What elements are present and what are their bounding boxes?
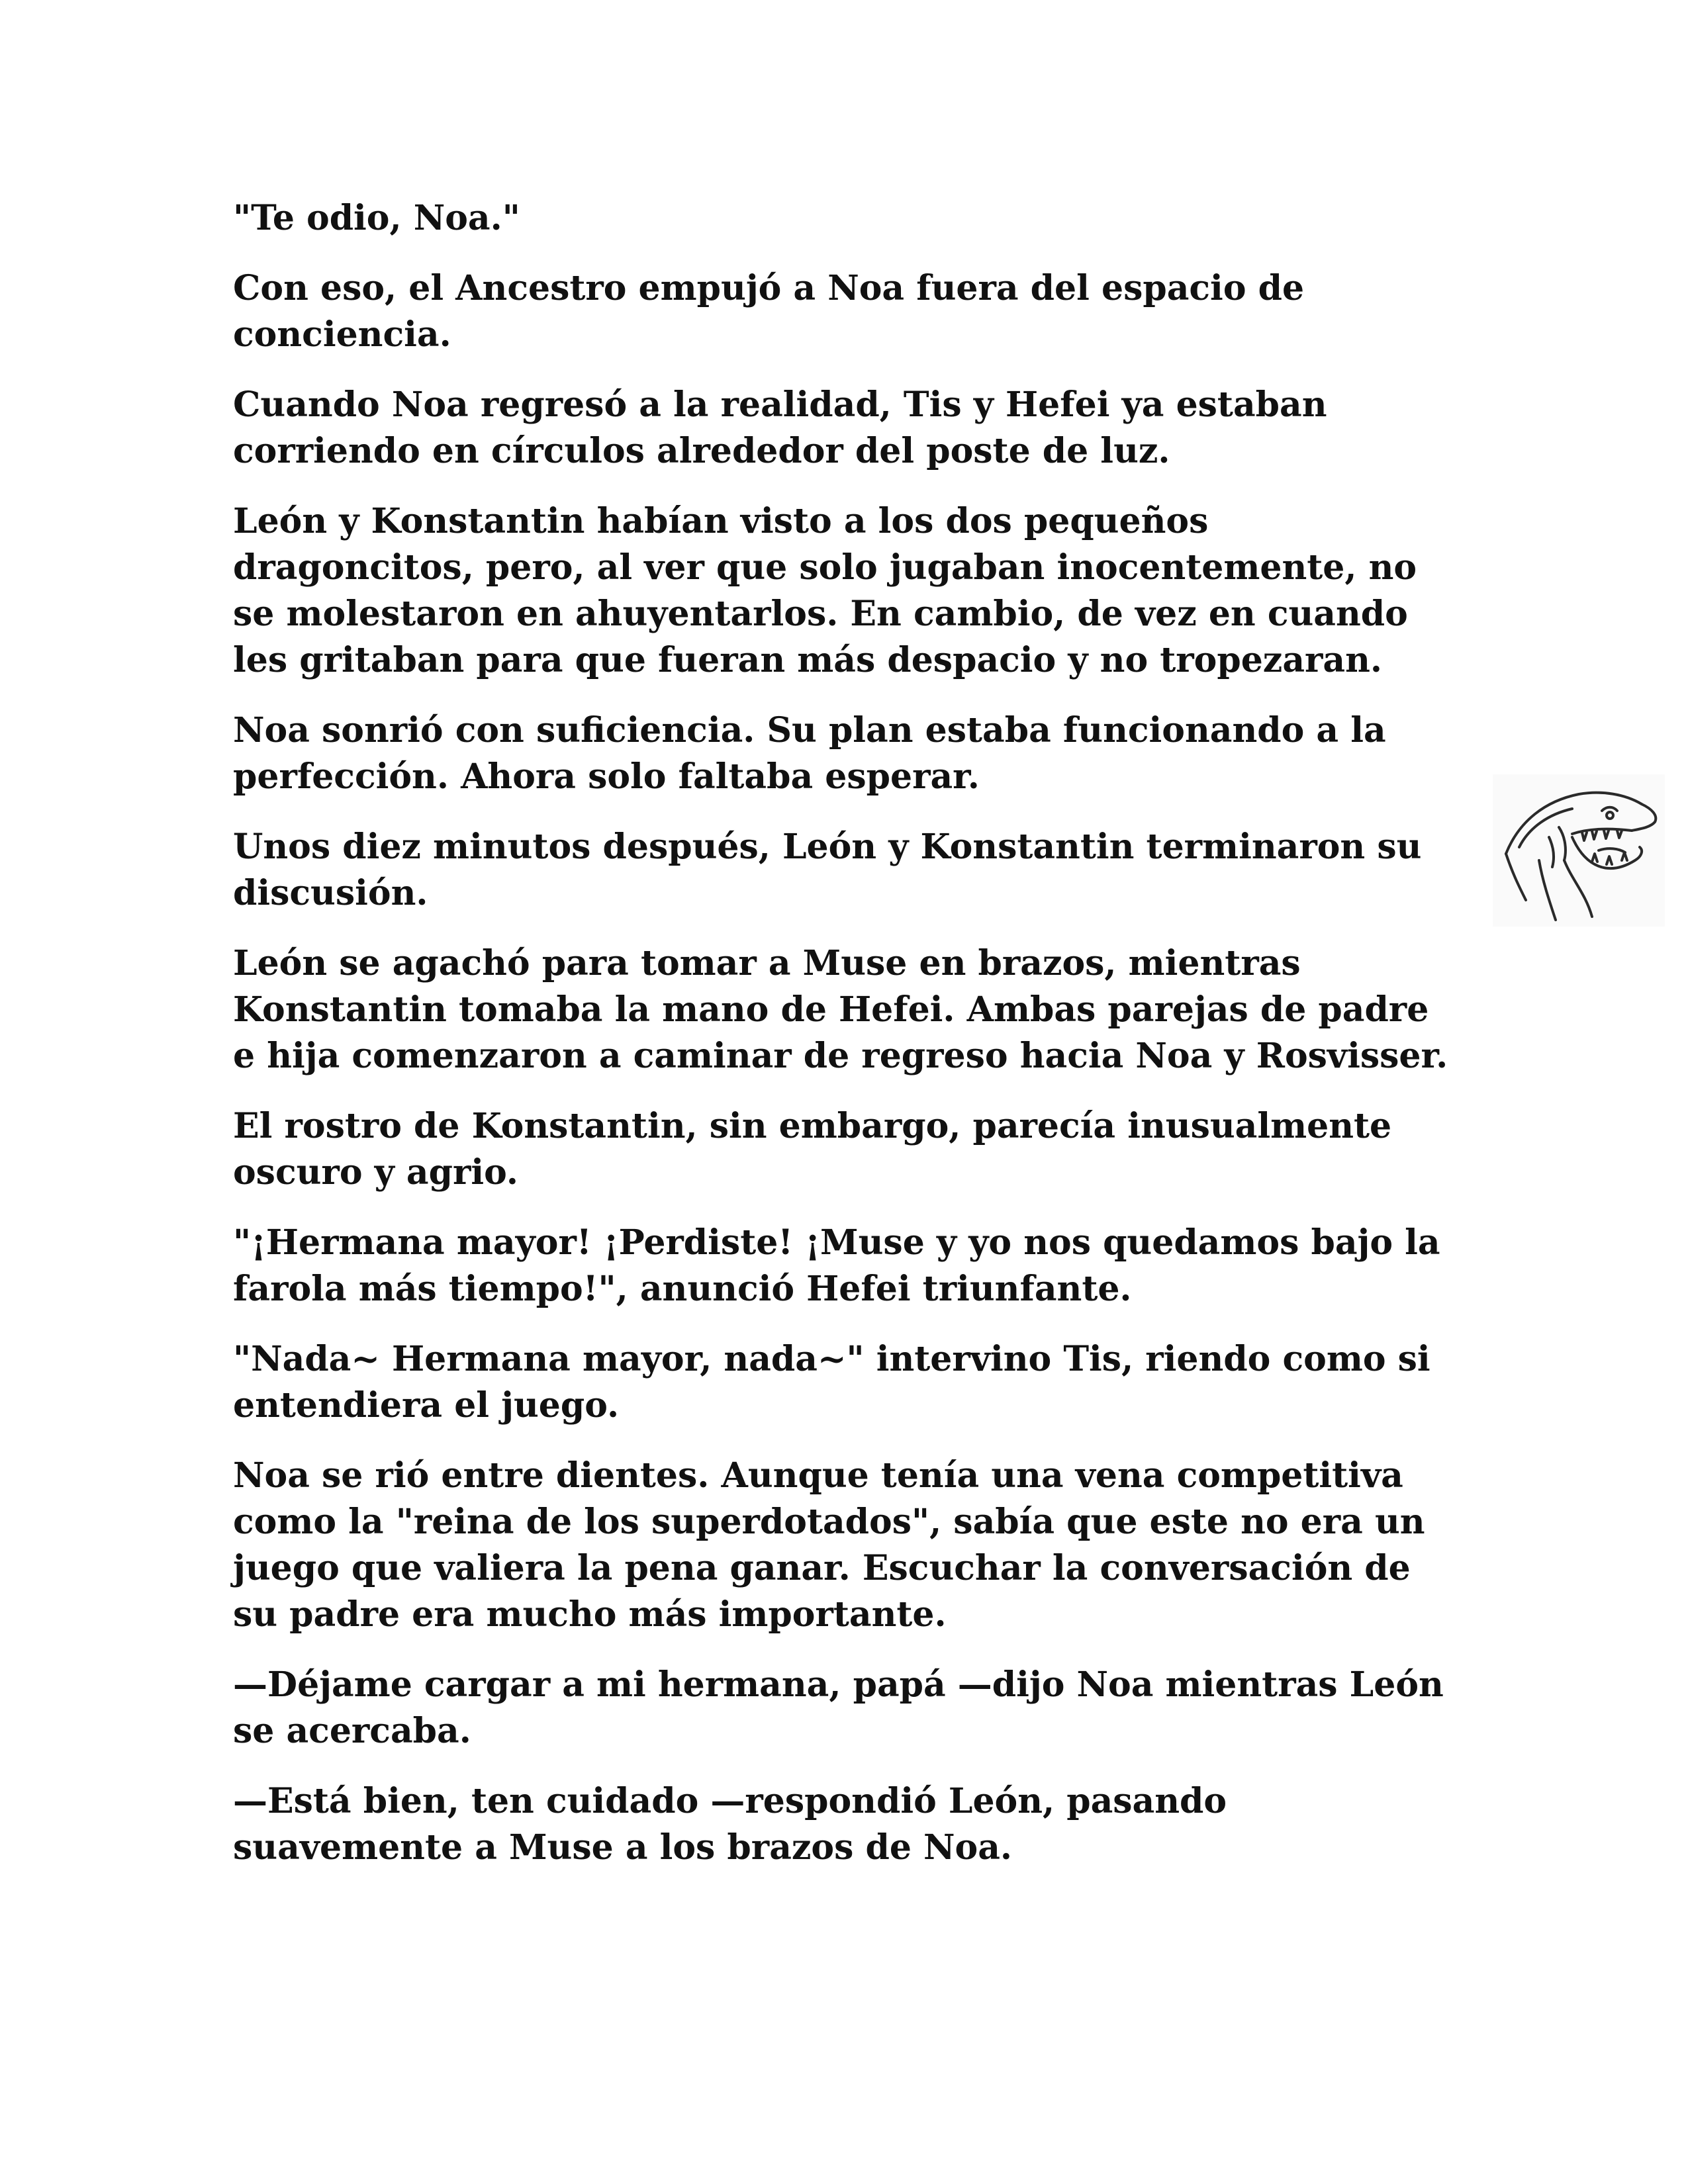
dinosaur-head-sketch-icon <box>1493 774 1665 927</box>
paragraph-6: Unos diez minutos después, León y Konstantin terminaron su discusión. <box>233 827 1422 913</box>
paragraph-3: Cuando Noa regresó a la realidad, Tis y Hefei ya estaban corriendo en círculos alrededor del poste de luz. <box>233 385 1327 471</box>
paragraph-7: León se agachó para tomar a Muse en brazos, mientras Konstantin tomaba la mano de Hefei. Ambas parejas de padre e hija comenzaron a caminar de regreso hacia Noa y Rosvisser. <box>233 943 1448 1076</box>
paragraph-13: —Está bien, ten cuidado —respondió León, pasando suavemente a Muse a los brazos de Noa. <box>233 1781 1227 1868</box>
paragraph-11: Noa se rió entre dientes. Aunque tenía una vena competitiva como la "reina de los superdotados", sabía que este no era un juego que valiera la pena ganar. Escuchar la conversación de su padre era mucho más importante. <box>233 1455 1425 1635</box>
paragraph-4: León y Konstantin habían visto a los dos pequeños dragoncitos, pero, al ver que solo jugaban inocentemente, no se molestaron en ahuyentarlos. En cambio, de vez en cuando les gritaban para que fueran más despacio y no tropezaran. <box>233 501 1417 680</box>
paragraph-12: —Déjame cargar a mi hermana, papá —dijo Noa mientras León se acercaba. <box>233 1664 1444 1751</box>
body-text <box>233 195 1477 1895</box>
paragraph-1: "Te odio, Noa." <box>233 198 520 238</box>
paragraph-2: Con eso, el Ancestro empujó a Noa fuera del espacio de conciencia. <box>233 268 1305 355</box>
paragraph-9: "¡Hermana mayor! ¡Perdiste! ¡Muse y yo nos quedamos bajo la farola más tiempo!", anunció Hefei triunfante. <box>233 1222 1440 1309</box>
paragraph-5: Noa sonrió con suficiencia. Su plan estaba funcionando a la perfección. Ahora solo faltaba esperar. <box>233 710 1386 797</box>
paragraph-10: "Nada~ Hermana mayor, nada~" intervino Tis, riendo como si entendiera el juego. <box>233 1339 1430 1426</box>
paragraph-8: El rostro de Konstantin, sin embargo, parecía inusualmente oscuro y agrio. <box>233 1106 1392 1193</box>
